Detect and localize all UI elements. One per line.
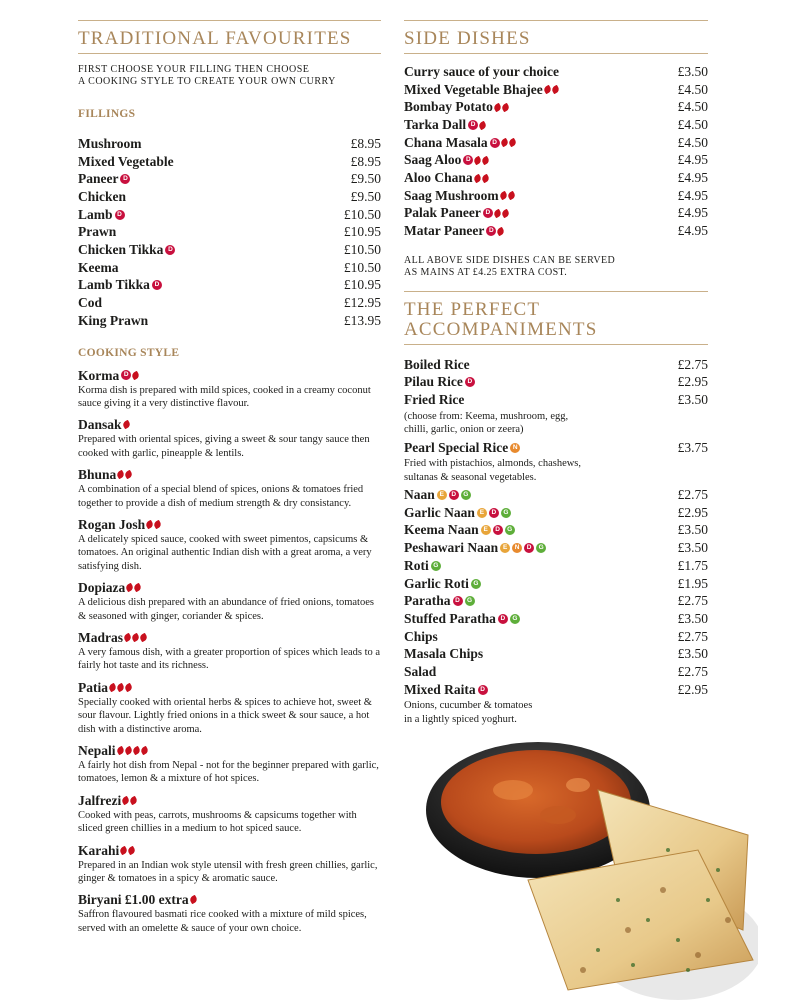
- menu-item: Chana Masala D £4.50: [404, 134, 708, 150]
- dairy-icon: D: [453, 596, 463, 606]
- gluten-icon: G: [505, 525, 515, 535]
- side-dishes-list: [404, 64, 708, 241]
- chilli-icon: [124, 683, 134, 693]
- fillings-list: [78, 136, 381, 331]
- menu-item: Saag Aloo D £4.95: [404, 152, 708, 168]
- menu-item: Lamb D £10.50: [78, 206, 381, 222]
- menu-item: King Prawn £13.95: [78, 312, 381, 328]
- menu-item: Paneer D £9.50: [78, 171, 381, 187]
- side-dishes-title: SIDE DISHES: [404, 20, 708, 54]
- cooking-style-item: Madras A very famous dish, with a greater proportion of spices which leads to a fairly hot taste and its richness.: [78, 629, 381, 672]
- egg-icon: E: [500, 543, 510, 553]
- menu-item: Garlic Naan E D G £2.95: [404, 504, 708, 520]
- menu-item: Garlic Roti G £1.95: [404, 575, 708, 591]
- dairy-icon: D: [463, 155, 473, 165]
- chilli-icon: [131, 746, 141, 756]
- menu-item: Curry sauce of your choice £3.50: [404, 63, 708, 79]
- gluten-icon: G: [431, 561, 441, 571]
- chilli-icon: [501, 209, 511, 219]
- menu-item: Pearl Special Rice N £3.75: [404, 439, 708, 455]
- menu-item: Lamb Tikka D £10.95: [78, 277, 381, 293]
- chilli-icon: [498, 191, 508, 201]
- gluten-icon: G: [471, 579, 481, 589]
- traditional-favourites-title: TRADITIONAL FAVOURITES: [78, 20, 381, 54]
- menu-item: Matar Paneer D £4.95: [404, 223, 708, 239]
- menu-item: Masala Chips £3.50: [404, 646, 708, 662]
- item-description: Fried with pistachios, almonds, chashews, sultanas & seasonal vegetables.: [404, 458, 582, 483]
- chilli-icon: [550, 85, 560, 95]
- cooking-style-title: COOKING STYLE: [78, 346, 180, 359]
- nuts-icon: N: [512, 543, 522, 553]
- chilli-icon: [124, 470, 134, 480]
- menu-item: Prawn £10.95: [78, 224, 381, 240]
- menu-item: Paratha D G £2.75: [404, 593, 708, 609]
- gluten-icon: G: [536, 543, 546, 553]
- menu-item: Cod £12.95: [78, 295, 381, 311]
- cooking-style-item: Korma D Korma dish is prepared with mild spices, cooked in a creamy coconut sauce giving it a very distinctive flavour.: [78, 367, 371, 409]
- gluten-icon: G: [461, 490, 471, 500]
- cooking-style-item: Rogan Josh A delicately spiced sauce, cooked with sweet pimentos, capsicums & tomatoes. An original authentic Indian dish with a great aroma, a very satisfying dish.: [78, 516, 372, 572]
- chilli-icon: [127, 845, 137, 855]
- menu-item: Palak Paneer D £4.95: [404, 205, 708, 221]
- dairy-icon: D: [493, 525, 503, 535]
- dairy-icon: D: [478, 685, 488, 695]
- menu-item: Keema £10.50: [78, 259, 381, 275]
- cooking-style-item: Bhuna A combination of a special blend of spices, onions & tomatoes fried together to provide a dish of medium strength & dry consistancy.: [78, 467, 364, 509]
- chilli-icon: [506, 191, 516, 201]
- chilli-icon: [493, 103, 503, 113]
- cooking-style-item: Jalfrezi Cooked with peas, carrots, mushrooms & capsicums together with sliced green chillies in a medium to hot spiced sauce.: [78, 792, 357, 835]
- chilli-icon: [188, 895, 198, 905]
- chilli-icon: [478, 120, 488, 130]
- menu-item: Stuffed Paratha D G £3.50: [404, 610, 708, 626]
- dairy-icon: D: [489, 508, 499, 518]
- curry-and-naan-photo: [418, 730, 758, 1000]
- accompaniments-title: THE PERFECT ACCOMPANIMENTS: [404, 291, 708, 345]
- dairy-icon: D: [121, 370, 131, 380]
- menu-item: Tarka Dall D £4.50: [404, 117, 708, 132]
- chilli-icon: [139, 746, 149, 756]
- side-dishes-column: [404, 20, 708, 729]
- dairy-icon: D: [152, 280, 162, 290]
- menu-item: Mixed Vegetable £8.95: [78, 153, 381, 169]
- item-description: Onions, cucumber & tomatoes in a lightly spiced yoghurt.: [404, 700, 533, 725]
- chilli-icon: [480, 173, 490, 183]
- chilli-icon: [507, 138, 517, 148]
- menu-item: Aloo Chana £4.95: [404, 170, 708, 186]
- cooking-style-list: [78, 367, 381, 936]
- chilli-icon: [481, 156, 491, 166]
- menu-item: Pilau Rice D £2.95: [404, 374, 708, 390]
- intro-text: FIRST CHOOSE YOUR FILLING THEN CHOOSE A COOKING STYLE TO CREATE YOUR OWN CURRY: [78, 63, 336, 87]
- dairy-icon: D: [486, 226, 496, 236]
- cooking-style-item: Dopiaza A delicious dish prepared with an abundance of fried onions, tomatoes & seasoned with ginger, coriander & spices.: [78, 580, 374, 622]
- dairy-icon: D: [524, 543, 534, 553]
- egg-icon: E: [477, 508, 487, 518]
- traditional-favourites-column: [78, 20, 381, 941]
- chilli-icon: [542, 85, 552, 95]
- dairy-icon: D: [465, 377, 475, 387]
- chilli-icon: [472, 173, 482, 183]
- menu-item: Keema Naan E D G £3.50: [404, 522, 708, 538]
- gluten-icon: G: [501, 508, 511, 518]
- chilli-icon: [131, 370, 141, 380]
- nuts-icon: N: [510, 443, 520, 453]
- chilli-icon: [133, 583, 143, 593]
- dairy-icon: D: [490, 138, 500, 148]
- cooking-style-item: Nepali A fairly hot dish from Nepal - not for the beginner prepared with garlic, tomatoes, lemon & a mixture of hot spices.: [78, 743, 379, 785]
- menu-item: Mushroom £8.95: [78, 135, 381, 151]
- chilli-icon: [115, 746, 125, 756]
- menu-item: Mixed Raita D £2.95: [404, 681, 708, 697]
- dairy-icon: D: [449, 490, 459, 500]
- menu-item: Mixed Vegetable Bhajee £4.50: [404, 81, 708, 97]
- dairy-icon: D: [165, 245, 175, 255]
- chilli-icon: [499, 138, 509, 148]
- dairy-icon: D: [120, 174, 130, 184]
- item-description: (choose from: Keema, mushroom, egg, chilli, garlic, onion or zeera): [404, 410, 569, 436]
- menu-item: Chicken Tikka D £10.50: [78, 242, 381, 258]
- egg-icon: E: [437, 490, 447, 500]
- cooking-style-item: Patia Specially cooked with oriental herbs & spices to achieve hot, sweet & sour flavour. Lightly fried onions in a thick sweet & sour sauce, a hot dish with a distinctive aroma.: [78, 679, 372, 735]
- menu-item: Salad £2.75: [404, 663, 708, 679]
- side-dishes-note: ALL ABOVE SIDE DISHES CAN BE SERVED AS MAINS AT £4.25 EXTRA COST.: [404, 254, 616, 278]
- chilli-icon: [129, 796, 139, 806]
- accompaniments-list: [404, 357, 708, 726]
- cooking-style-item: Biryani £1.00 extra Saffron flavoured basmati rice cooked with a mixture of mild spices, served with an omelette & sauce of your own choice.: [78, 892, 367, 934]
- chilli-icon: [139, 633, 149, 643]
- cooking-style-item: Karahi Prepared in an Indian wok style utensil with fresh green chillies, garlic, ginger & tomatoes in a spicy & aromatic sauce.: [78, 842, 378, 885]
- menu-item: Boiled Rice £2.75: [404, 356, 708, 372]
- cooking-style-item: Dansak Prepared with oriental spices, giving a sweet & sour tangy sauce then cooked with garlic, pineapple & lentils.: [78, 417, 370, 459]
- chilli-icon: [496, 226, 506, 236]
- dairy-icon: D: [468, 120, 478, 130]
- chilli-icon: [153, 520, 163, 530]
- menu-item: Chicken £9.50: [78, 189, 381, 204]
- menu-item: Bombay Potato £4.50: [404, 99, 708, 115]
- dairy-icon: D: [498, 614, 508, 624]
- fillings-title: FILLINGS: [78, 107, 136, 120]
- menu-item: Fried Rice £3.50: [404, 392, 708, 408]
- menu-item: Saag Mushroom £4.95: [404, 187, 708, 203]
- egg-icon: E: [481, 525, 491, 535]
- dairy-icon: D: [483, 208, 493, 218]
- menu-item: Chips £2.75: [404, 628, 708, 644]
- menu-item: Roti G £1.75: [404, 557, 708, 573]
- gluten-icon: G: [465, 596, 475, 606]
- chilli-icon: [123, 746, 133, 756]
- dairy-icon: D: [115, 210, 125, 220]
- menu-item: Naan E D G £2.75: [404, 487, 708, 503]
- menu-item: Peshawari Naan E N D G £3.50: [404, 540, 708, 556]
- chilli-icon: [493, 209, 503, 219]
- gluten-icon: G: [510, 614, 520, 624]
- chilli-icon: [501, 103, 511, 113]
- chilli-icon: [121, 420, 131, 430]
